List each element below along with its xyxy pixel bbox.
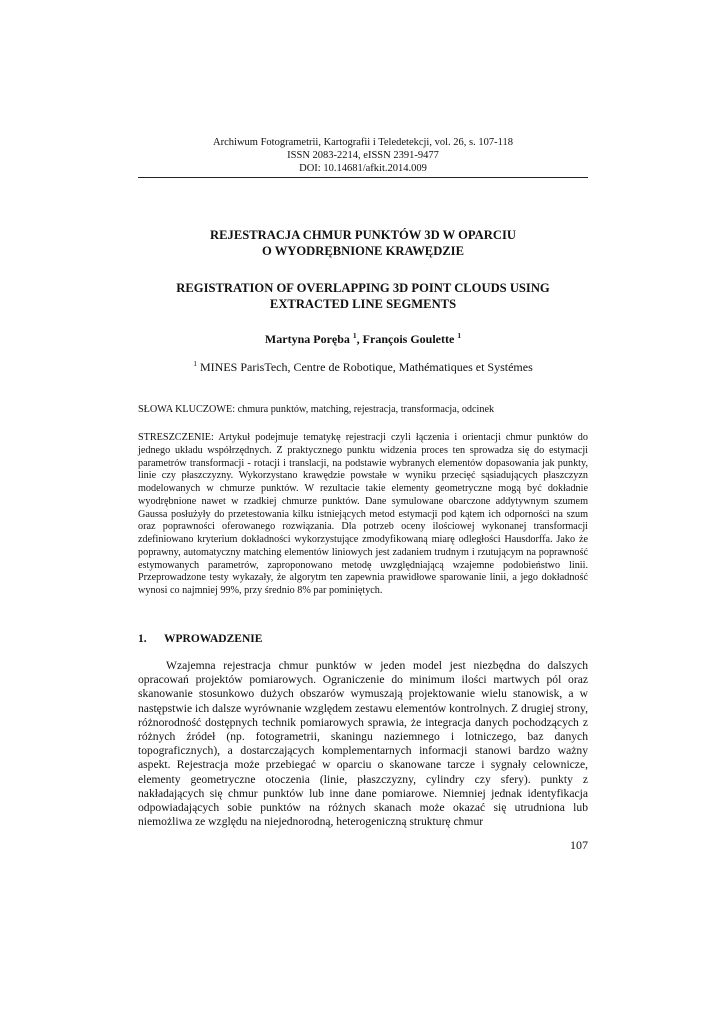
body-paragraph: Wzajemna rejestracja chmur punktów w jeden model jest niezbędna do dalszych opracowań projektów pomiarowych. Ograniczenie do minimum ilości martwych pól oraz skanowanie stosunkowo dużych obszarów wymuszają projektowanie wielu stanowisk, a w następstwie ich dalsze wyrównanie względem zestawu elementów kontrolnych. Z drugiej strony, różnorodność dostępnych technik pomiarowych sprawia, że integracja danych pochodzących z różnych źródeł (np. fotogrametrii, skaningu naziemnego i lotniczego, baz danych topograficznych), a dostarczających komplementarnych informacji stanowi bardzo ważny aspekt. Rejestracja może przebiegać w oparciu o skanowane tarcze i sygnały celownicze, elementy geometryczne otoczenia (linie, płaszczyzny, cylindry czy sfery). punkty z nakładających się chmur punktów lub inne dane pomiarowe. Niemniej jednak identyfikacja odpowiadających sobie punktów na różnych skanach może okazać się utrudniona lub niemożliwa ze względu na niejednorodną, heterogeniczną strukturę chmur — [138, 659, 588, 829]
author-separator: , — [356, 332, 363, 346]
keywords: SŁOWA KLUCZOWE: chmura punktów, matching, rejestracja, transformacja, odcinek — [138, 404, 495, 415]
title-english — [138, 280, 588, 312]
affiliation-text: MINES ParisTech, Centre de Robotique, Mathématiques et Systémes — [199, 360, 533, 374]
title-polish-line1: REJESTRACJA CHMUR PUNKTÓW 3D W OPARCIU — [210, 228, 516, 242]
issn-line: ISSN 2083-2214, eISSN 2391-9477 — [287, 150, 439, 161]
affiliation-mark: 1 — [193, 359, 197, 368]
section-title: WPROWADZENIE — [164, 633, 263, 645]
section-heading — [138, 633, 588, 645]
page-number: 107 — [570, 838, 588, 852]
author-1-affiliation-mark: 1 — [352, 331, 357, 340]
section-number: 1. — [138, 633, 147, 645]
authors — [138, 331, 588, 347]
title-polish — [138, 227, 588, 259]
author-2-affiliation-mark: 1 — [457, 331, 462, 340]
title-english-line1: REGISTRATION OF OVERLAPPING 3D POINT CLOUDS USING — [176, 281, 550, 295]
abstract: STRESZCZENIE: Artykuł podejmuje tematykę rejestracji czyli łączenia i orientacji chmur punktów do jednego układu współrzędnych. Z praktycznego punktu widzenia proces ten sprowadza się do estymacji parametrów transformacji - rotacji i translacji, na podstawie wybranych elementów dopasowania jak punkty, linie czy płaszczyzny. Wykorzystano krawędzie powstałe w wyniku przecięć sąsiadujących płaszczyzn modelowanych w chmurze punktów. W rezultacie takie elementy geometryczne mogą być dokładnie wyodrębnione nawet w rzadkiej chmurze punktów. Dane symulowane obarczone addytywnym szumem Gaussa posłużyły do przetestowania kilku istniejących metod estymacji pod kątem ich odporności na szum oraz poprawności oferowanego rozwiązania. Dla potrzeb oceny ilościowej wykonanej transformacji zdefiniowano kryterium dokładności wykorzystujące zmodyfikowaną miarę odległości Hausdorffa. Jako że poprawny, automatyczny matching elementów liniowych jest zadaniem trudnym i rzutującym na poprawność estymowanych parametrów, zaproponowano metodę uwzględniającą wzajemne podobieństwo linii. Przeprowadzone testy wykazały, że algorytm ten zapewnia prawidłowe sparowanie linii, a jego dokładność wynosi co najmniej 99%, przy średnio 8% par pominiętych. — [138, 432, 588, 596]
title-english-line2: EXTRACTED LINE SEGMENTS — [269, 297, 457, 311]
journal-line: Archiwum Fotogrametrii, Kartografii i Teledetekcji, vol. 26, s. 107-118 — [213, 137, 513, 148]
author-1: Martyna Poręba — [264, 332, 350, 346]
journal-header — [138, 136, 588, 175]
header-rule — [138, 177, 588, 178]
affiliation — [138, 359, 588, 375]
doi-line: DOI: 10.14681/afkit.2014.009 — [299, 163, 427, 174]
title-polish-line2: O WYODRĘBNIONE KRAWĘDZIE — [261, 244, 464, 258]
author-2: François Goulette — [362, 332, 455, 346]
